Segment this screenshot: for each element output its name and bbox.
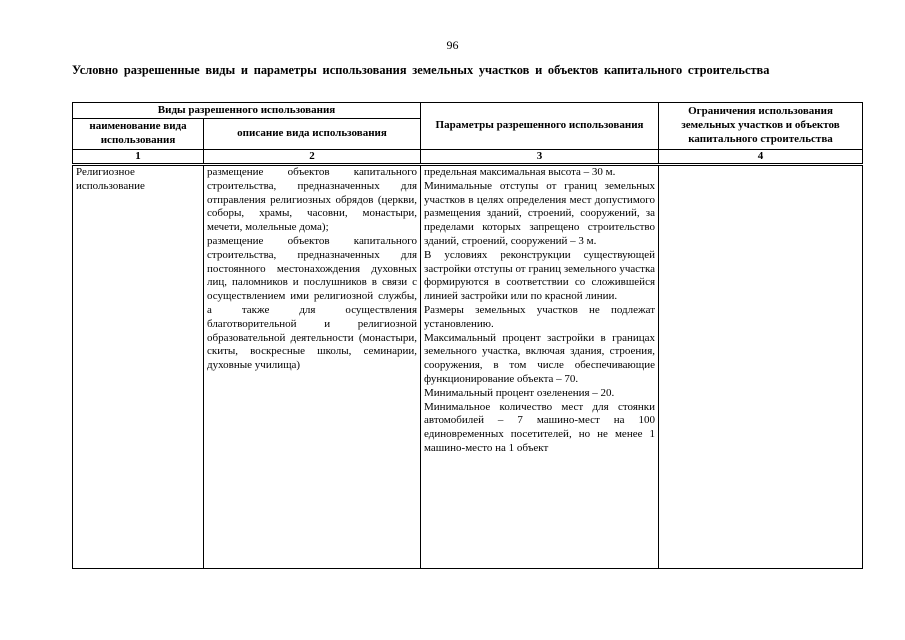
header-parameters: Параметры разрешенного использования bbox=[421, 103, 659, 150]
land-use-table bbox=[72, 102, 863, 569]
column-number: 3 bbox=[421, 150, 659, 165]
page-number: 96 bbox=[446, 38, 459, 52]
header-use-name: наименование вида использования bbox=[73, 119, 204, 150]
parameter-paragraph: Размеры земельных участков не подлежат установлению. bbox=[424, 303, 656, 330]
description-paragraph: размещение объектов капитального строительства, предназначенных для постоянного местонахождения духовных лиц, паломников и послушников в связи с осуществлением ими религиозной службы, а также для осуществления благотворительной и религиозной образовательной деятельности (монастыри, скиты, воскресные школы, семинарии, духовные училища) bbox=[207, 234, 418, 372]
use-description-cell bbox=[204, 165, 421, 569]
header-use-description: описание вида использования bbox=[204, 119, 421, 150]
document-title: Условно разрешенные виды и параметры использования земельных участков и объектов капитального строительства bbox=[72, 63, 770, 77]
parameter-paragraph: Минимальные отступы от границ земельных участков в целях определения мест допустимого размещения зданий, строений, сооружений, за пределами которых запрещено строительство зданий, строений, сооружений – 3 м. bbox=[424, 179, 656, 247]
table-row bbox=[73, 165, 863, 569]
parameter-paragraph: Минимальный процент озеленения – 20. bbox=[424, 386, 615, 399]
column-numbers-row bbox=[73, 150, 863, 165]
restrictions-cell bbox=[659, 165, 863, 569]
column-number: 1 bbox=[73, 150, 204, 165]
parameter-paragraph: предельная максимальная высота – 30 м. bbox=[424, 166, 616, 178]
parameter-paragraph: Минимальное количество мест для стоянки автомобилей – 7 машино-мест на 100 единовременных посетителей, но не менее 1 машино-место на 1 объект bbox=[424, 400, 656, 454]
description-paragraph: размещение объектов капитального строительства, предназначенных для отправления религиозных обрядов (церкви, соборы, храмы, часовни, монастыри, мечети, молельные дома); bbox=[207, 166, 418, 234]
parameter-paragraph: В условиях реконструкции существующей застройки отступы от границ земельного участка формируются в соответствии со сложившейся линией застройки или по красной линии. bbox=[424, 248, 656, 303]
column-number: 4 bbox=[659, 150, 863, 165]
header-restrictions: Ограничения использования земельных участков и объектов капитального строительства bbox=[659, 103, 863, 150]
use-name-cell: Религиозное использование bbox=[73, 165, 204, 569]
parameters-cell bbox=[421, 165, 659, 569]
column-number: 2 bbox=[204, 150, 421, 165]
header-permitted-uses: Виды разрешенного использования bbox=[73, 103, 421, 119]
parameter-paragraph: Максимальный процент застройки в границах земельного участка, включая здания, строения, сооружения, в том числе обеспечивающие функционирование объекта – 70. bbox=[424, 331, 656, 385]
